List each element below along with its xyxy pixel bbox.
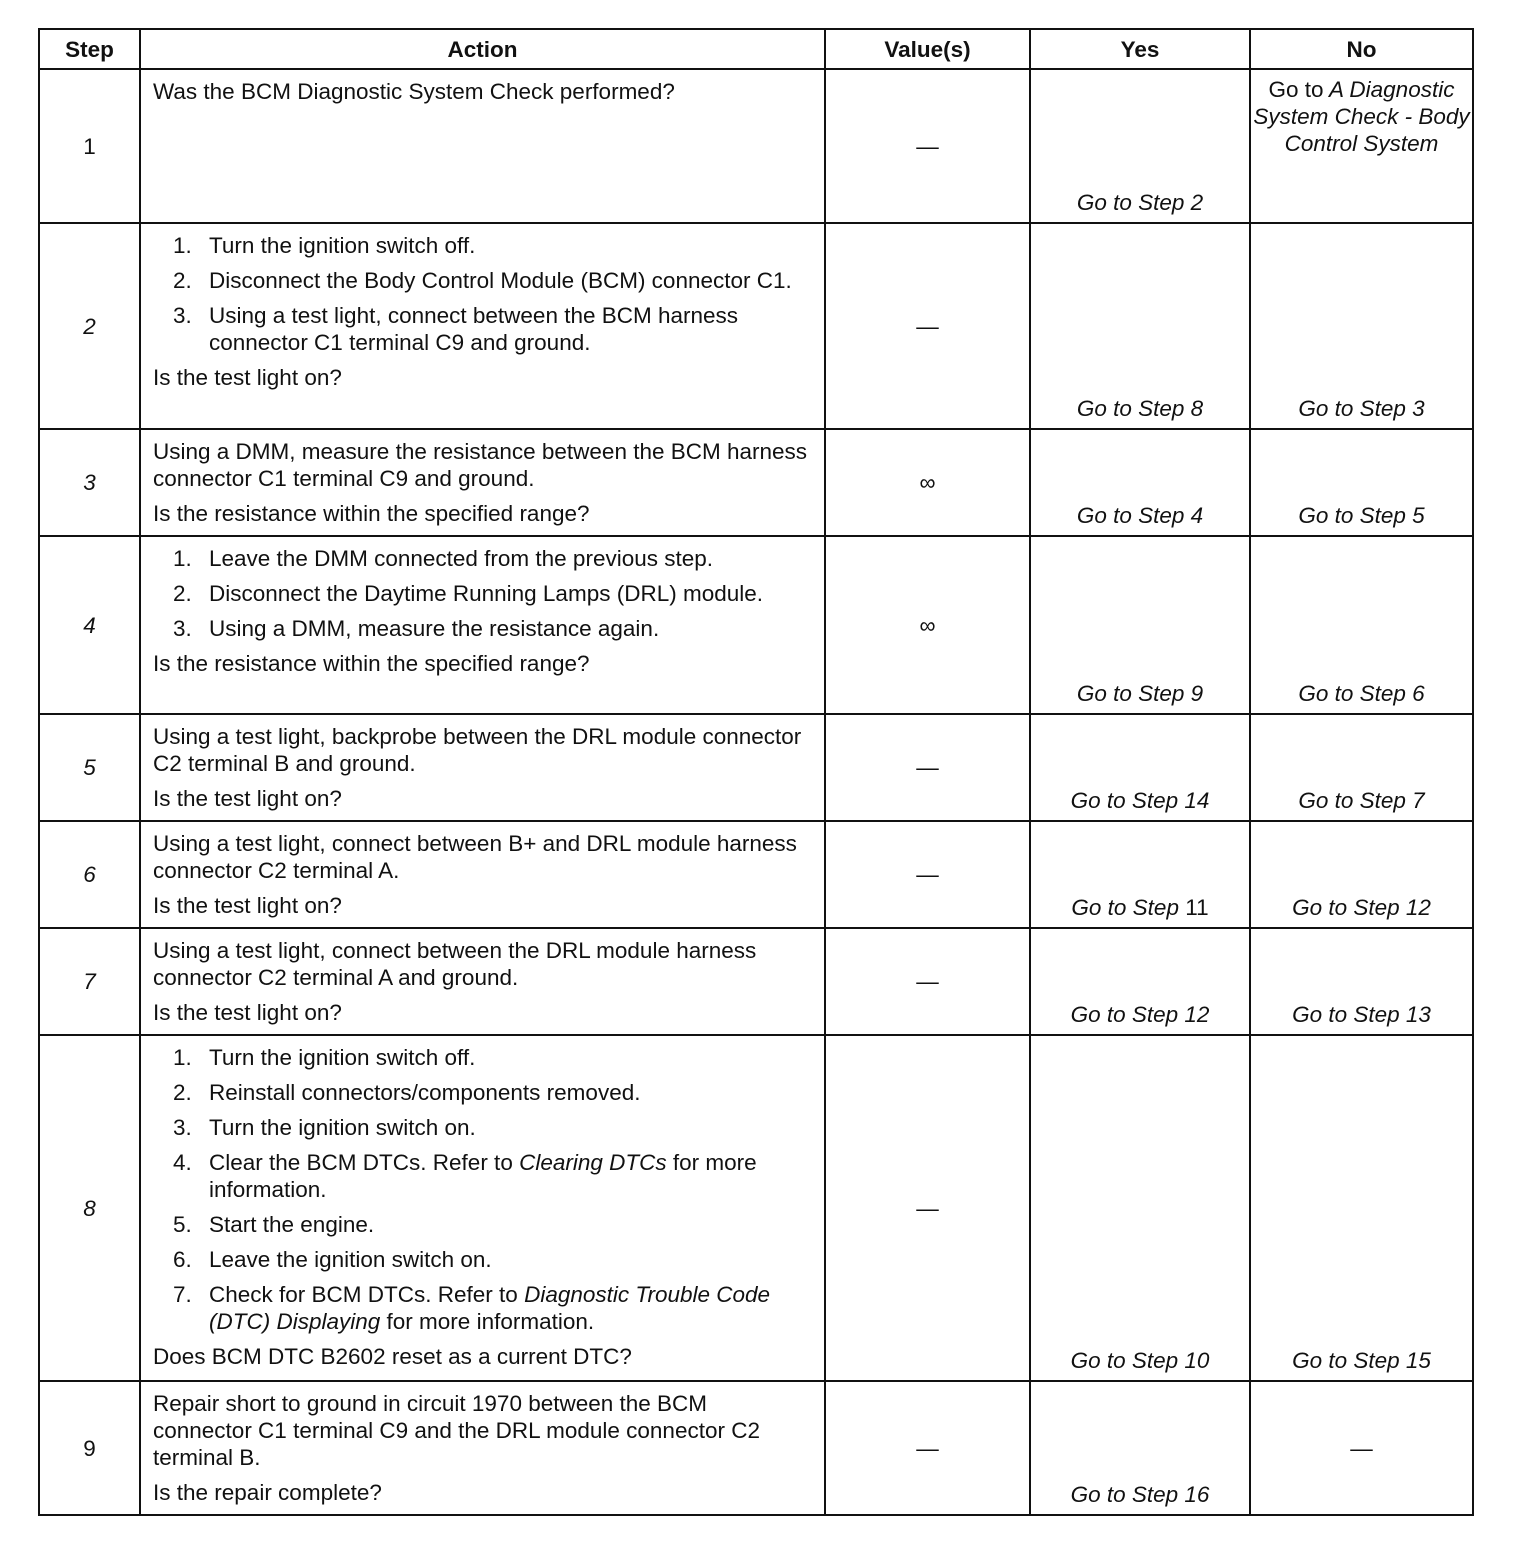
yes-cell: Go to Step 10 bbox=[1030, 1035, 1250, 1381]
header-step: Step bbox=[39, 29, 140, 69]
value-cell: — bbox=[825, 1381, 1030, 1515]
header-row bbox=[39, 29, 1473, 69]
action-cell bbox=[140, 1381, 825, 1515]
yes-cell: Go to Step 8 bbox=[1030, 223, 1250, 429]
question-text: Is the resistance within the specified range? bbox=[153, 501, 590, 526]
value-cell: ∞ bbox=[825, 536, 1030, 714]
yes-cell: Go to Step 4 bbox=[1030, 429, 1250, 536]
instruction-list bbox=[153, 1044, 812, 1335]
action-cell bbox=[140, 821, 825, 928]
list-item: 3. Turn the ignition switch on. bbox=[173, 1115, 476, 1140]
yes-cell: Go to Step 12 bbox=[1030, 928, 1250, 1035]
header-yes: Yes bbox=[1030, 29, 1250, 69]
diagnostic-table bbox=[38, 28, 1474, 1516]
table-row bbox=[39, 429, 1473, 536]
table-row bbox=[39, 821, 1473, 928]
reference-link: Clearing DTCs bbox=[519, 1150, 667, 1175]
header-values: Value(s) bbox=[825, 29, 1030, 69]
value-cell: — bbox=[825, 821, 1030, 928]
yes-number: 11 bbox=[1185, 895, 1209, 920]
step-number: 5 bbox=[39, 714, 140, 821]
list-item: 7. Check for BCM DTCs. Refer to Diagnostic Trouble Code (DTC) Displaying for more information. bbox=[173, 1282, 771, 1334]
action-text: Using a test light, backprobe between the DRL module connector C2 terminal B and ground. bbox=[153, 724, 802, 776]
question-text: Is the test light on? bbox=[153, 786, 342, 811]
value-cell: — bbox=[825, 714, 1030, 821]
no-cell: Go to Step 13 bbox=[1250, 928, 1473, 1035]
list-item: 1. Turn the ignition switch off. bbox=[173, 233, 476, 258]
step-number: 6 bbox=[39, 821, 140, 928]
table-row bbox=[39, 69, 1473, 223]
list-item: 1. Turn the ignition switch off. bbox=[173, 1045, 476, 1070]
table-row bbox=[39, 223, 1473, 429]
yes-cell bbox=[1030, 821, 1250, 928]
action-cell bbox=[140, 69, 825, 223]
instruction-list bbox=[153, 232, 812, 356]
action-text: Was the BCM Diagnostic System Check performed? bbox=[153, 79, 675, 104]
table-row bbox=[39, 928, 1473, 1035]
action-cell bbox=[140, 928, 825, 1035]
question-text: Does BCM DTC B2602 reset as a current DTC? bbox=[153, 1344, 632, 1369]
list-item: 3. Using a DMM, measure the resistance again. bbox=[173, 616, 660, 641]
no-cell: Go to Step 7 bbox=[1250, 714, 1473, 821]
action-cell bbox=[140, 536, 825, 714]
question-text: Is the test light on? bbox=[153, 893, 342, 918]
step-number: 2 bbox=[39, 223, 140, 429]
no-link: A Diagnostic System Check - Body Control System bbox=[1253, 77, 1470, 156]
yes-cell: Go to Step 9 bbox=[1030, 536, 1250, 714]
step-number: 9 bbox=[39, 1381, 140, 1515]
yes-cell: Go to Step 16 bbox=[1030, 1381, 1250, 1515]
action-cell bbox=[140, 1035, 825, 1381]
question-text: Is the repair complete? bbox=[153, 1480, 382, 1505]
action-text: Using a test light, connect between the DRL module harness connector C2 terminal A and ground. bbox=[153, 938, 757, 990]
table-row bbox=[39, 536, 1473, 714]
action-text: Repair short to ground in circuit 1970 between the BCM connector C1 terminal C9 and the DRL module connector C2 terminal B. bbox=[153, 1391, 760, 1470]
list-item: 6. Leave the ignition switch on. bbox=[173, 1247, 492, 1272]
list-item: 1. Leave the DMM connected from the previous step. bbox=[173, 546, 714, 571]
step-number: 4 bbox=[39, 536, 140, 714]
reference-link: Diagnostic Trouble Code (DTC) Displaying bbox=[209, 1282, 771, 1334]
yes-prefix: Go to Step bbox=[1071, 895, 1179, 920]
action-cell bbox=[140, 714, 825, 821]
list-item: 5. Start the engine. bbox=[173, 1212, 375, 1237]
table-row bbox=[39, 1035, 1473, 1381]
value-cell: — bbox=[825, 69, 1030, 223]
no-cell: Go to Step 5 bbox=[1250, 429, 1473, 536]
value-cell: ∞ bbox=[825, 429, 1030, 536]
header-no: No bbox=[1250, 29, 1473, 69]
action-cell bbox=[140, 223, 825, 429]
no-cell: Go to Step 15 bbox=[1250, 1035, 1473, 1381]
yes-cell: Go to Step 2 bbox=[1030, 69, 1250, 223]
no-cell bbox=[1250, 69, 1473, 223]
no-cell: Go to Step 12 bbox=[1250, 821, 1473, 928]
header-action: Action bbox=[140, 29, 825, 69]
list-item: 4. Clear the BCM DTCs. Refer to Clearing DTCs for more information. bbox=[173, 1150, 757, 1202]
question-text: Is the resistance within the specified range? bbox=[153, 651, 590, 676]
question-text: Is the test light on? bbox=[153, 1000, 342, 1025]
no-cell: Go to Step 6 bbox=[1250, 536, 1473, 714]
step-number: 8 bbox=[39, 1035, 140, 1381]
value-cell: — bbox=[825, 223, 1030, 429]
step-number: 1 bbox=[39, 69, 140, 223]
table-row bbox=[39, 714, 1473, 821]
list-item: 2. Disconnect the Daytime Running Lamps (DRL) module. bbox=[173, 581, 763, 606]
no-prefix: Go to bbox=[1268, 77, 1324, 102]
list-item: 2. Reinstall connectors/components removed. bbox=[173, 1080, 641, 1105]
list-item: 2. Disconnect the Body Control Module (BCM) connector C1. bbox=[173, 268, 792, 293]
step-number: 3 bbox=[39, 429, 140, 536]
action-cell bbox=[140, 429, 825, 536]
value-cell: — bbox=[825, 1035, 1030, 1381]
yes-cell: Go to Step 14 bbox=[1030, 714, 1250, 821]
no-cell: Go to Step 3 bbox=[1250, 223, 1473, 429]
value-cell: — bbox=[825, 928, 1030, 1035]
list-item: 3. Using a test light, connect between the BCM harness connector C1 terminal C9 and ground. bbox=[173, 303, 739, 355]
step-number: 7 bbox=[39, 928, 140, 1035]
table-row bbox=[39, 1381, 1473, 1515]
action-text: Using a test light, connect between B+ and DRL module harness connector C2 terminal A. bbox=[153, 831, 797, 883]
question-text: Is the test light on? bbox=[153, 365, 342, 390]
no-cell: — bbox=[1250, 1381, 1473, 1515]
action-text: Using a DMM, measure the resistance between the BCM harness connector C1 terminal C9 and ground. bbox=[153, 439, 808, 491]
instruction-list bbox=[153, 545, 812, 642]
